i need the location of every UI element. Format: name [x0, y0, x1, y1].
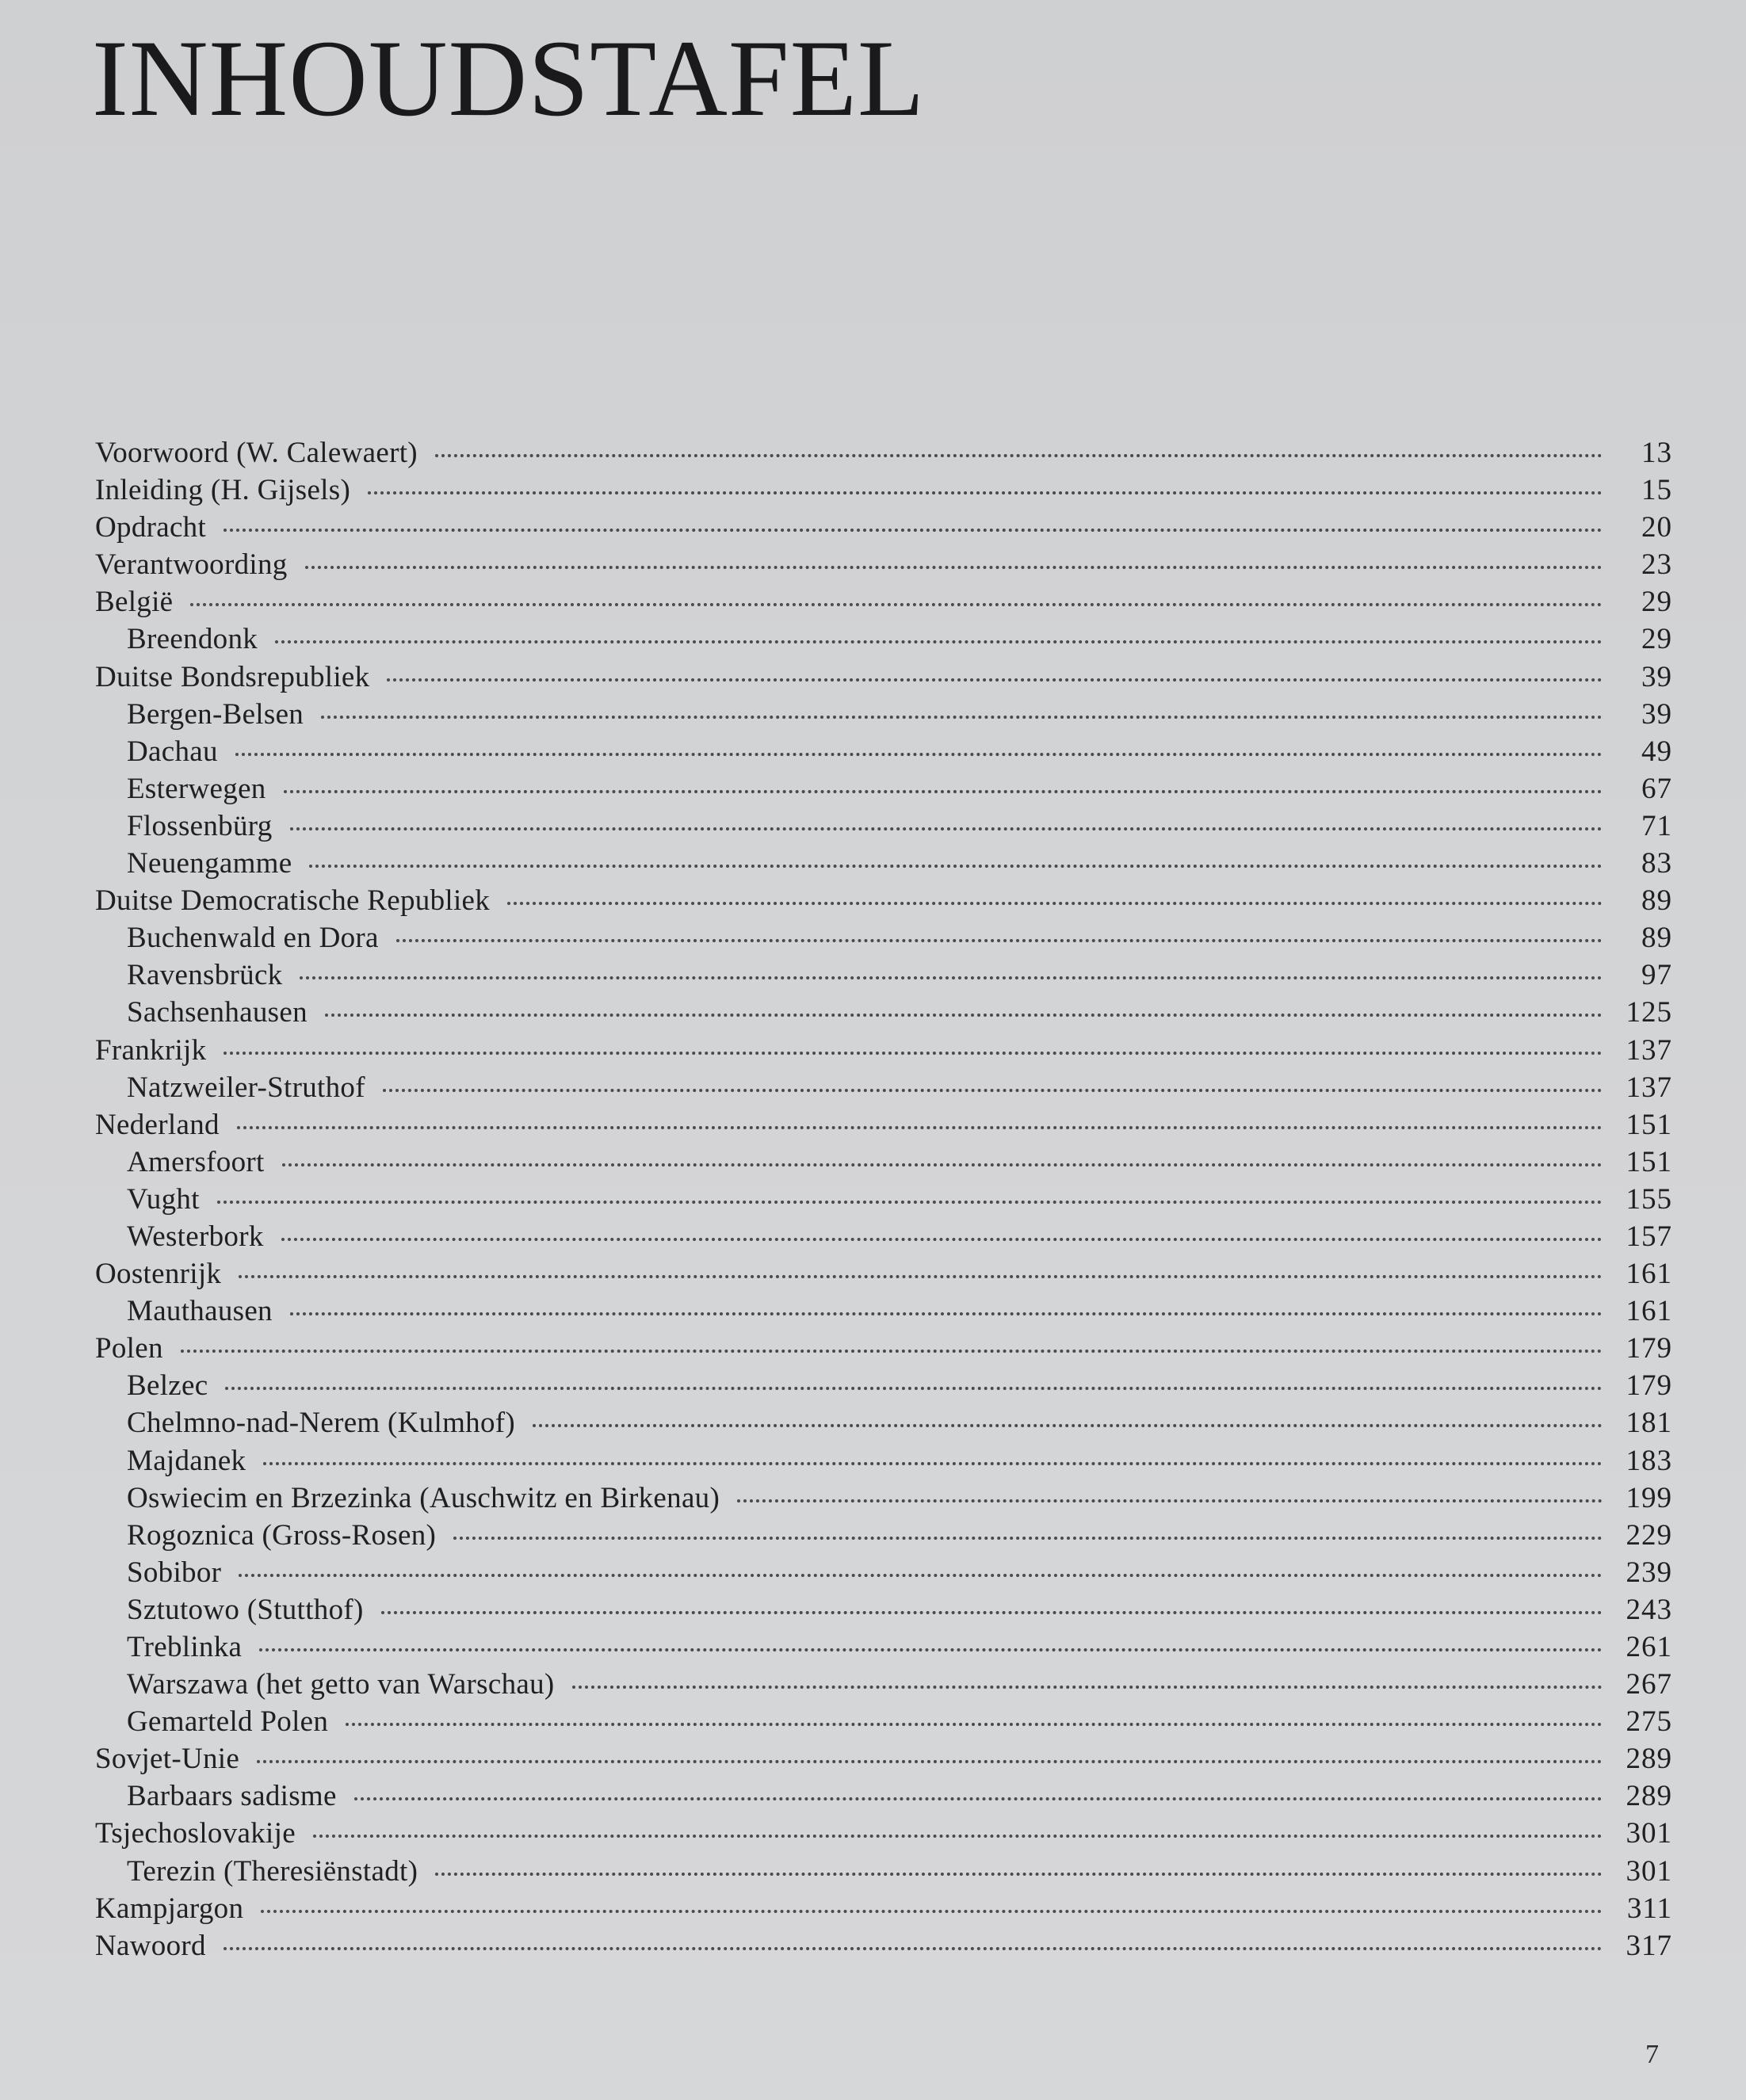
- dot-leader: [290, 827, 1603, 830]
- toc-entry: [95, 1367, 1672, 1404]
- toc-entry: [95, 659, 1672, 696]
- toc-entry: [95, 1330, 1672, 1367]
- toc-entry-label: Frankrijk: [95, 1033, 207, 1067]
- toc-entry: [95, 583, 1672, 620]
- dot-leader: [190, 603, 1603, 606]
- toc-entry-page: 67: [1641, 772, 1672, 805]
- dot-leader: [239, 1275, 1603, 1278]
- page-title: INHOUDSTAFEL: [92, 17, 926, 139]
- toc-entry-label: Chelmno-nad-Nerem (Kulmhof): [127, 1407, 515, 1440]
- toc-entry-page: 137: [1626, 1033, 1672, 1067]
- toc-entry-page: 29: [1641, 586, 1672, 619]
- toc-entry-page: 20: [1641, 511, 1672, 544]
- toc-entry-page: 97: [1641, 959, 1672, 992]
- toc-entry: [95, 509, 1672, 546]
- toc-entry-label: Duitse Bondsrepubliek: [95, 660, 370, 693]
- toc-entry: [95, 1442, 1672, 1480]
- toc-entry-page: 125: [1626, 996, 1672, 1029]
- toc-entry-label: Mauthausen: [127, 1295, 273, 1328]
- toc-entry-label: Polen: [95, 1332, 163, 1365]
- dot-leader: [259, 1648, 1603, 1651]
- toc-entry-page: 23: [1641, 548, 1672, 582]
- dot-leader: [235, 753, 1603, 756]
- toc-entry-page: 261: [1626, 1631, 1672, 1663]
- toc-entry: [95, 546, 1672, 583]
- toc-entry-label: Flossenbürg: [127, 809, 273, 842]
- table-of-contents: [95, 434, 1672, 1964]
- toc-entry-label: Gemarteld Polen: [127, 1705, 329, 1739]
- toc-entry: [95, 1292, 1672, 1330]
- dot-leader: [435, 454, 1603, 457]
- toc-entry-page: 151: [1626, 1108, 1672, 1141]
- toc-entry-page: 317: [1626, 1929, 1672, 1962]
- toc-entry: [95, 919, 1672, 956]
- toc-entry-page: 137: [1626, 1071, 1672, 1104]
- toc-entry-label: Barbaars sadisme: [127, 1780, 337, 1813]
- toc-entry-label: België: [95, 586, 174, 619]
- dot-leader: [275, 640, 1603, 643]
- toc-entry-page: 229: [1626, 1518, 1672, 1552]
- toc-entry-label: Tsjechoslovakije: [95, 1817, 296, 1850]
- toc-entry-label: Belzec: [127, 1369, 208, 1403]
- toc-entry-page: 155: [1626, 1182, 1672, 1216]
- toc-entry-label: Amersfoort: [127, 1145, 265, 1178]
- toc-entry: [95, 1517, 1672, 1554]
- toc-entry-page: 267: [1626, 1668, 1672, 1701]
- toc-entry-label: Opdracht: [95, 511, 207, 544]
- toc-entry-page: 275: [1626, 1705, 1672, 1739]
- toc-entry-page: 15: [1641, 474, 1672, 507]
- toc-entry-page: 49: [1641, 735, 1672, 768]
- toc-entry-page: 179: [1626, 1332, 1672, 1365]
- dot-leader: [300, 976, 1603, 979]
- toc-entry-label: Neuengamme: [127, 847, 292, 880]
- toc-entry-page: 157: [1626, 1220, 1672, 1253]
- toc-entry-label: Westerbork: [127, 1220, 264, 1253]
- toc-entry: [95, 1255, 1672, 1292]
- dot-leader: [381, 1611, 1603, 1614]
- toc-entry-page: 239: [1626, 1556, 1672, 1589]
- dot-leader: [224, 1947, 1603, 1950]
- page-number: 7: [1645, 2040, 1659, 2069]
- dot-leader: [224, 1052, 1603, 1055]
- toc-entry: [95, 808, 1672, 845]
- toc-entry: [95, 1181, 1672, 1218]
- toc-entry-label: Nawoord: [95, 1929, 206, 1962]
- toc-entry-page: 301: [1626, 1854, 1672, 1888]
- toc-entry: [95, 1218, 1672, 1255]
- toc-entry: [95, 1853, 1672, 1890]
- dot-leader: [224, 529, 1603, 532]
- dot-leader: [533, 1424, 1603, 1427]
- dot-leader: [346, 1723, 1603, 1726]
- dot-leader: [290, 1312, 1603, 1315]
- dot-leader: [453, 1537, 1603, 1540]
- toc-entry: [95, 620, 1672, 658]
- toc-entry: [95, 1554, 1672, 1591]
- toc-entry-label: Warszawa (het getto van Warschau): [127, 1668, 555, 1701]
- toc-entry: [95, 1144, 1672, 1181]
- dot-leader: [313, 1835, 1603, 1838]
- toc-entry-label: Treblinka: [127, 1631, 243, 1663]
- dot-leader: [181, 1350, 1603, 1353]
- toc-entry-label: Sachsenhausen: [127, 996, 308, 1029]
- dot-leader: [737, 1499, 1603, 1502]
- dot-leader: [239, 1574, 1603, 1577]
- toc-entry: [95, 1815, 1672, 1852]
- toc-entry: [95, 845, 1672, 882]
- toc-entry-label: Sovjet-Unie: [95, 1743, 240, 1776]
- toc-entry-page: 151: [1626, 1145, 1672, 1178]
- dot-leader: [368, 491, 1603, 494]
- dot-leader: [284, 790, 1603, 793]
- toc-entry: [95, 994, 1672, 1031]
- dot-leader: [354, 1797, 1603, 1800]
- toc-entry: [95, 1480, 1672, 1517]
- toc-entry-label: Esterwegen: [127, 772, 266, 805]
- toc-entry: [95, 1069, 1672, 1106]
- toc-entry: [95, 1666, 1672, 1703]
- toc-entry-page: 301: [1626, 1817, 1672, 1850]
- toc-entry: [95, 1890, 1672, 1927]
- toc-entry-page: 89: [1641, 922, 1672, 955]
- toc-entry: [95, 1740, 1672, 1777]
- toc-entry: [95, 1591, 1672, 1628]
- toc-entry: [95, 1777, 1672, 1815]
- toc-entry-page: 311: [1626, 1892, 1672, 1925]
- toc-entry-label: Duitse Democratische Republiek: [95, 884, 491, 918]
- toc-entry-label: Kampjargon: [95, 1892, 244, 1925]
- toc-entry-page: 39: [1641, 697, 1672, 731]
- toc-entry-label: Verantwoording: [95, 548, 288, 582]
- toc-entry-label: Sztutowo (Stutthof): [127, 1593, 364, 1626]
- toc-entry-label: Breendonk: [127, 623, 258, 656]
- toc-entry-label: Rogoznica (Gross-Rosen): [127, 1518, 437, 1552]
- toc-entry-page: 289: [1626, 1780, 1672, 1813]
- toc-entry-label: Buchenwald en Dora: [127, 922, 379, 955]
- dot-leader: [282, 1163, 1603, 1166]
- toc-entry-page: 179: [1626, 1369, 1672, 1403]
- toc-entry-page: 13: [1641, 437, 1672, 469]
- toc-entry-label: Voorwoord (W. Calewaert): [95, 437, 418, 469]
- toc-entry: [95, 696, 1672, 733]
- toc-entry-page: 289: [1626, 1743, 1672, 1776]
- toc-entry-page: 39: [1641, 660, 1672, 693]
- toc-entry: [95, 434, 1672, 472]
- toc-entry-page: 29: [1641, 623, 1672, 656]
- toc-entry: [95, 770, 1672, 808]
- dot-leader: [321, 716, 1603, 719]
- dot-leader: [257, 1760, 1603, 1763]
- toc-entry: [95, 1703, 1672, 1740]
- dot-leader: [305, 566, 1603, 569]
- toc-entry: [95, 472, 1672, 509]
- toc-entry-page: 183: [1626, 1444, 1672, 1477]
- dot-leader: [261, 1910, 1603, 1913]
- toc-entry-label: Inleiding (H. Gijsels): [95, 474, 351, 507]
- dot-leader: [387, 678, 1603, 682]
- dot-leader: [263, 1462, 1603, 1465]
- toc-entry-page: 83: [1641, 847, 1672, 880]
- toc-entry-label: Ravensbrück: [127, 959, 283, 992]
- toc-entry: [95, 882, 1672, 919]
- toc-entry: [95, 956, 1672, 994]
- toc-entry-label: Terezin (Theresiënstadt): [127, 1854, 418, 1888]
- toc-entry: [95, 1927, 1672, 1964]
- dot-leader: [281, 1238, 1603, 1241]
- toc-entry-page: 161: [1626, 1295, 1672, 1328]
- dot-leader: [325, 1014, 1603, 1017]
- toc-entry-label: Oswiecim en Brzezinka (Auschwitz en Birkenau): [127, 1481, 720, 1514]
- dot-leader: [217, 1201, 1603, 1204]
- toc-entry-label: Sobibor: [127, 1556, 222, 1589]
- toc-entry-label: Bergen-Belsen: [127, 697, 304, 731]
- dot-leader: [507, 902, 1603, 905]
- toc-entry-page: 89: [1641, 884, 1672, 918]
- toc-entry: [95, 1628, 1672, 1666]
- toc-entry-page: 243: [1626, 1593, 1672, 1626]
- toc-entry-page: 161: [1626, 1258, 1672, 1291]
- dot-leader: [572, 1686, 1603, 1689]
- toc-entry-label: Dachau: [127, 735, 218, 768]
- dot-leader: [225, 1387, 1603, 1390]
- dot-leader: [396, 939, 1603, 942]
- dot-leader: [309, 865, 1603, 868]
- toc-entry: [95, 733, 1672, 770]
- toc-entry-page: 71: [1641, 809, 1672, 842]
- dot-leader: [237, 1126, 1603, 1129]
- toc-entry-label: Natzweiler-Struthof: [127, 1071, 365, 1104]
- toc-entry-label: Oostenrijk: [95, 1258, 222, 1291]
- toc-entry: [95, 1404, 1672, 1441]
- dot-leader: [383, 1089, 1603, 1092]
- toc-entry: [95, 1106, 1672, 1144]
- toc-entry-label: Vught: [127, 1182, 200, 1216]
- toc-entry-label: Majdanek: [127, 1444, 246, 1477]
- toc-entry: [95, 1032, 1672, 1069]
- toc-entry-label: Nederland: [95, 1108, 220, 1141]
- toc-entry-page: 199: [1626, 1481, 1672, 1514]
- toc-entry-page: 181: [1626, 1407, 1672, 1440]
- dot-leader: [435, 1873, 1603, 1876]
